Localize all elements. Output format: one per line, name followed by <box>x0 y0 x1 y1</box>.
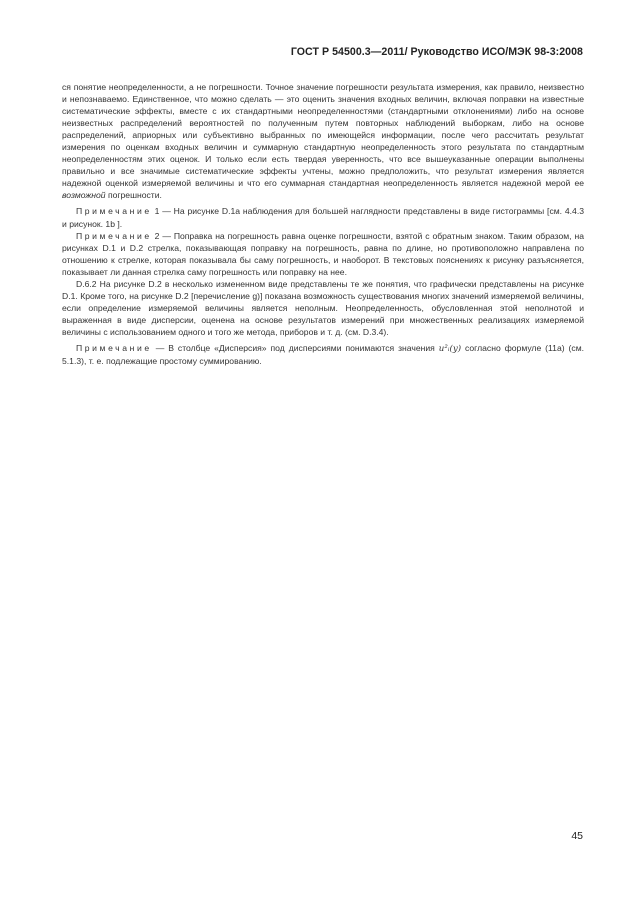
note-text: — В столбце «Дисперсия» под дисперсиями понимаются значения <box>151 342 439 353</box>
note-1 <box>62 205 584 229</box>
paragraph-text: ся понятие неопределенности, а не погрешности. Точное значение погрешности результата измерения, как правило, неизвестно и непознаваемо. Единственное, что можно сделать — это оценить значения входных величин, включая поправки на известные систематические эффекты, вместе с их стандартными неопределенностями (стандартными отклонениями) либо на основе неизвестных распределений вероятностей по полученным путем повторных наблюдений выборкам, либо на основе распределений, априорных или субъективно выбранных по имеющейся информации, после чего рассчитать результат измерения по оценкам входных величин и суммарную стандартную неопределенность этого результата по стандартным неопределенностям этих оценок. И только если есть твердая уверенность, что все вышеуказанные операции выполнены правильно и все значимые систематические эффекты учтены, можно предположить, что результат измерения является надежной оценкой измеряемой величины и что его суммарная стандартная неопределенность является надежной мерой ее <box>62 82 584 189</box>
note-text-end: согласно формуле (11а) (см. 5.1.3), т. е. подлежащие простому суммированию. <box>62 342 584 367</box>
note-label: Примечание <box>76 342 152 353</box>
document-header: ГОСТ Р 54500.3—2011/ Руководство ИСО/МЭК 98-3:2008 <box>290 46 583 58</box>
italic-word: возможной <box>62 190 106 201</box>
note-3 <box>62 342 584 367</box>
page-number: 45 <box>571 830 583 842</box>
body-text <box>62 81 584 367</box>
note-label: Примечание <box>76 230 152 241</box>
note-2 <box>62 230 584 278</box>
note-text: 1 — На рисунке D.1a наблюдения для большей наглядности представлены в виде гистограммы [см. 4.4.3 и рисунок. 1b ]. <box>62 206 584 229</box>
paragraph-d-6-2: D.6.2 На рисунке D.2 в несколько измененном виде представлены те же понятия, что графически представлены на рисунке D.1. Кроме того, на рисунке D.2 [перечисление g)] показана возможность существования многих значений измеряемой величины, если определение измеряемой величины является неполным. Неопределенность, обусловленная этой неполнотой и выраженная в виде дисперсии, оценена на основе результатов измерений при множественных реализациях измеряемой величины с использованием одного и того же метода, приборов и т. д. (см. D.3.4). <box>62 278 584 337</box>
paragraph-text-end: погрешности. <box>105 190 162 201</box>
variance-formula: u²ᵢ(y) <box>438 343 462 354</box>
note-text: 2 — Поправка на погрешность равна оценке погрешности, взятой с обратным знаком. Таким образом, на рисунках D.1 и D.2 стрелка, показывающая поправку на погрешность, равна по длине, но противоположно направлена по отношению к стрелке, которая показывала бы саму погрешность, и наоборот. В текстовых пояснениях к рисунку разъясняется, показывает ли данная стрелка саму погрешность или поправку на нее. <box>62 230 584 277</box>
paragraph-uncertainty <box>62 81 584 201</box>
note-label: Примечание <box>76 206 152 217</box>
